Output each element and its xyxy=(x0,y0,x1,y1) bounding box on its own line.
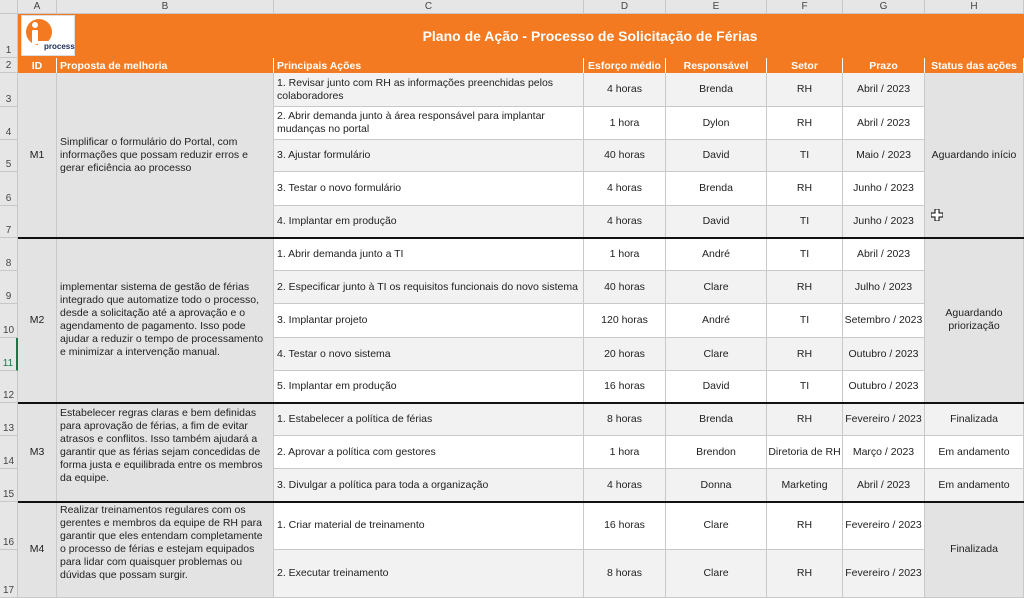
action-sector[interactable]: RH xyxy=(767,107,843,140)
action-owner[interactable]: Brenda xyxy=(666,73,767,107)
action-sector[interactable]: RH xyxy=(767,271,843,304)
select-all-corner[interactable] xyxy=(0,0,18,14)
header-id[interactable]: ID xyxy=(18,58,57,73)
group-divider xyxy=(18,501,1024,503)
action-deadline[interactable]: Junho / 2023 xyxy=(843,172,925,206)
row-header-15[interactable]: 15 xyxy=(0,469,18,502)
row-header-1[interactable]: 1 xyxy=(0,14,18,58)
logo xyxy=(21,15,75,56)
action-deadline[interactable]: Junho / 2023 xyxy=(843,206,925,238)
row-header-4[interactable]: 4 xyxy=(0,107,18,140)
action-sector[interactable]: TI xyxy=(767,371,843,403)
group-divider xyxy=(18,237,1024,239)
page-title: Plano de Ação - Processo de Solicitação de Férias xyxy=(422,28,758,44)
cell-cross-cursor-icon xyxy=(931,209,943,221)
row-header-10[interactable]: 10 xyxy=(0,304,18,338)
action-effort[interactable]: 16 horas xyxy=(584,371,666,403)
action-status[interactable]: Em andamento xyxy=(925,469,1024,502)
row-header-2[interactable]: 2 xyxy=(0,58,18,73)
action-sector[interactable]: Diretoria de RH xyxy=(767,436,843,469)
column-header-b[interactable]: B xyxy=(57,0,274,14)
action-description[interactable]: 3. Testar o novo formulário xyxy=(274,172,584,206)
action-description[interactable]: 3. Divulgar a política para toda a organização xyxy=(274,469,584,502)
improvement-proposal[interactable]: Simplificar o formulário do Portal, com informações que possam reduzir erros e gerar eficiência ao processo xyxy=(57,73,274,238)
action-effort[interactable]: 4 horas xyxy=(584,73,666,107)
action-owner[interactable]: Clare xyxy=(666,271,767,304)
column-header-e[interactable]: E xyxy=(666,0,767,14)
action-status[interactable]: Aguardando priorização xyxy=(925,238,1024,403)
action-description[interactable]: 2. Executar treinamento xyxy=(274,550,584,598)
action-sector[interactable]: Marketing xyxy=(767,469,843,502)
row-header-13[interactable]: 13 xyxy=(0,403,18,436)
action-description[interactable]: 1. Revisar junto com RH as informações preenchidas pelos colaboradores xyxy=(274,73,584,107)
improvement-id[interactable]: M3 xyxy=(18,403,57,502)
improvement-proposal[interactable]: Estabelecer regras claras e bem definidas para aprovação de férias, a fim de evitar atrasos e conflitos. Isso também ajudará a garantir que as férias sejam concedidas de forma justa e equilibrada entre os membros da equipe. xyxy=(57,403,274,502)
action-sector[interactable]: TI xyxy=(767,140,843,172)
action-owner[interactable]: André xyxy=(666,304,767,338)
action-effort[interactable]: 4 horas xyxy=(584,172,666,206)
row-header-9[interactable]: 9 xyxy=(0,271,18,304)
action-deadline[interactable]: Abril / 2023 xyxy=(843,107,925,140)
action-sector[interactable]: RH xyxy=(767,73,843,107)
column-header-g[interactable]: G xyxy=(843,0,925,14)
action-owner[interactable]: André xyxy=(666,238,767,271)
action-sector[interactable]: RH xyxy=(767,403,843,436)
action-sector[interactable]: RH xyxy=(767,172,843,206)
action-effort[interactable]: 20 horas xyxy=(584,338,666,371)
action-deadline[interactable]: Julho / 2023 xyxy=(843,271,925,304)
group-divider xyxy=(18,402,1024,404)
row-header-6[interactable]: 6 xyxy=(0,172,18,206)
action-deadline[interactable]: Outubro / 2023 xyxy=(843,338,925,371)
row-header-3[interactable]: 3 xyxy=(0,73,18,107)
action-owner[interactable]: Dylon xyxy=(666,107,767,140)
column-header-h[interactable]: H xyxy=(925,0,1024,14)
improvement-proposal[interactable]: Realizar treinamentos regulares com os gerentes e membros da equipe de RH para garantir que eles entendam completamente o processo de férias e estejam equipados para lidar com quaisquer problemas ou dúvidas que possam surgir. xyxy=(57,502,274,598)
action-deadline[interactable]: Março / 2023 xyxy=(843,436,925,469)
action-effort[interactable]: 4 horas xyxy=(584,469,666,502)
action-sector[interactable]: TI xyxy=(767,304,843,338)
action-owner[interactable]: Brenda xyxy=(666,172,767,206)
action-sector[interactable]: RH xyxy=(767,502,843,550)
header-status[interactable]: Status das ações xyxy=(925,58,1024,73)
action-description[interactable]: 2. Especificar junto à TI os requisitos funcionais do novo sistema xyxy=(274,271,584,304)
action-owner[interactable]: David xyxy=(666,206,767,238)
action-effort[interactable]: 16 horas xyxy=(584,502,666,550)
row-header-16[interactable]: 16 xyxy=(0,502,18,550)
action-effort[interactable]: 8 horas xyxy=(584,550,666,598)
action-description[interactable]: 1. Criar material de treinamento xyxy=(274,502,584,550)
column-header-f[interactable]: F xyxy=(767,0,843,14)
action-effort[interactable]: 40 horas xyxy=(584,140,666,172)
action-sector[interactable]: RH xyxy=(767,338,843,371)
row-header-12[interactable]: 12 xyxy=(0,371,18,403)
header-prazo[interactable]: Prazo xyxy=(843,58,925,73)
header-setor[interactable]: Setor xyxy=(767,58,843,73)
header-responsavel[interactable]: Responsável xyxy=(666,58,767,73)
improvement-id[interactable]: M4 xyxy=(18,502,57,598)
header-acoes[interactable]: Principais Ações xyxy=(274,58,584,73)
action-effort[interactable]: 1 hora xyxy=(584,238,666,271)
action-owner[interactable]: Brenda xyxy=(666,403,767,436)
improvement-id[interactable]: M1 xyxy=(18,73,57,238)
column-header-c[interactable]: C xyxy=(274,0,584,14)
action-description[interactable]: 4. Testar o novo sistema xyxy=(274,338,584,371)
row-header-5[interactable]: 5 xyxy=(0,140,18,172)
action-deadline[interactable]: Abril / 2023 xyxy=(843,238,925,271)
action-owner[interactable]: David xyxy=(666,140,767,172)
action-deadline[interactable]: Setembro / 2023 xyxy=(843,304,925,338)
action-deadline[interactable]: Fevereiro / 2023 xyxy=(843,550,925,598)
action-owner[interactable]: Donna xyxy=(666,469,767,502)
action-description[interactable]: 2. Aprovar a política com gestores xyxy=(274,436,584,469)
action-description[interactable]: 2. Abrir demanda junto à área responsável para implantar mudanças no portal xyxy=(274,107,584,140)
column-header-a[interactable]: A xyxy=(18,0,57,14)
row-header-8[interactable]: 8 xyxy=(0,238,18,271)
action-deadline[interactable]: Abril / 2023 xyxy=(843,73,925,107)
action-description[interactable]: 5. Implantar em produção xyxy=(274,371,584,403)
column-header-d[interactable]: D xyxy=(584,0,666,14)
action-description[interactable]: 1. Abrir demanda junto a TI xyxy=(274,238,584,271)
improvement-id[interactable]: M2 xyxy=(18,238,57,403)
action-effort[interactable]: 40 horas xyxy=(584,271,666,304)
action-owner[interactable]: Brendon xyxy=(666,436,767,469)
action-description[interactable]: 3. Ajustar formulário xyxy=(274,140,584,172)
action-effort[interactable]: 8 horas xyxy=(584,403,666,436)
row-header-11[interactable]: 11 xyxy=(0,338,18,371)
action-owner[interactable]: Clare xyxy=(666,338,767,371)
action-status[interactable]: Finalizada xyxy=(925,502,1024,598)
action-effort[interactable]: 120 horas xyxy=(584,304,666,338)
action-deadline[interactable]: Abril / 2023 xyxy=(843,469,925,502)
action-owner[interactable]: Clare xyxy=(666,550,767,598)
header-proposta[interactable]: Proposta de melhoria xyxy=(57,58,274,73)
action-owner[interactable]: Clare xyxy=(666,502,767,550)
action-deadline[interactable]: Fevereiro / 2023 xyxy=(843,403,925,436)
action-effort[interactable]: 1 hora xyxy=(584,436,666,469)
header-esforco[interactable]: Esforço médio xyxy=(584,58,666,73)
action-description[interactable]: 4. Implantar em produção xyxy=(274,206,584,238)
action-deadline[interactable]: Maio / 2023 xyxy=(843,140,925,172)
row-header-14[interactable]: 14 xyxy=(0,436,18,469)
action-deadline[interactable]: Fevereiro / 2023 xyxy=(843,502,925,550)
action-sector[interactable]: TI xyxy=(767,238,843,271)
action-owner[interactable]: David xyxy=(666,371,767,403)
action-status[interactable]: Aguardando início xyxy=(925,73,1024,238)
action-deadline[interactable]: Outubro / 2023 xyxy=(843,371,925,403)
improvement-proposal[interactable]: implementar sistema de gestão de férias integrado que automatize todo o processo, desde a solicitação até a aprovação e o agendamento de pagamento. Isso pode ajudar a reduzir o tempo de processamento e minimizar a intervenção manual. xyxy=(57,238,274,403)
action-description[interactable]: 3. Implantar projeto xyxy=(274,304,584,338)
action-effort[interactable]: 1 hora xyxy=(584,107,666,140)
action-sector[interactable]: TI xyxy=(767,206,843,238)
row-header-7[interactable]: 7 xyxy=(0,206,18,238)
action-description[interactable]: 1. Estabelecer a política de férias xyxy=(274,403,584,436)
action-effort[interactable]: 4 horas xyxy=(584,206,666,238)
action-status[interactable]: Finalizada xyxy=(925,403,1024,436)
logo-wordmark: process xyxy=(44,42,75,51)
action-sector[interactable]: RH xyxy=(767,550,843,598)
row-header-17[interactable]: 17 xyxy=(0,550,18,598)
action-status[interactable]: Em andamento xyxy=(925,436,1024,469)
